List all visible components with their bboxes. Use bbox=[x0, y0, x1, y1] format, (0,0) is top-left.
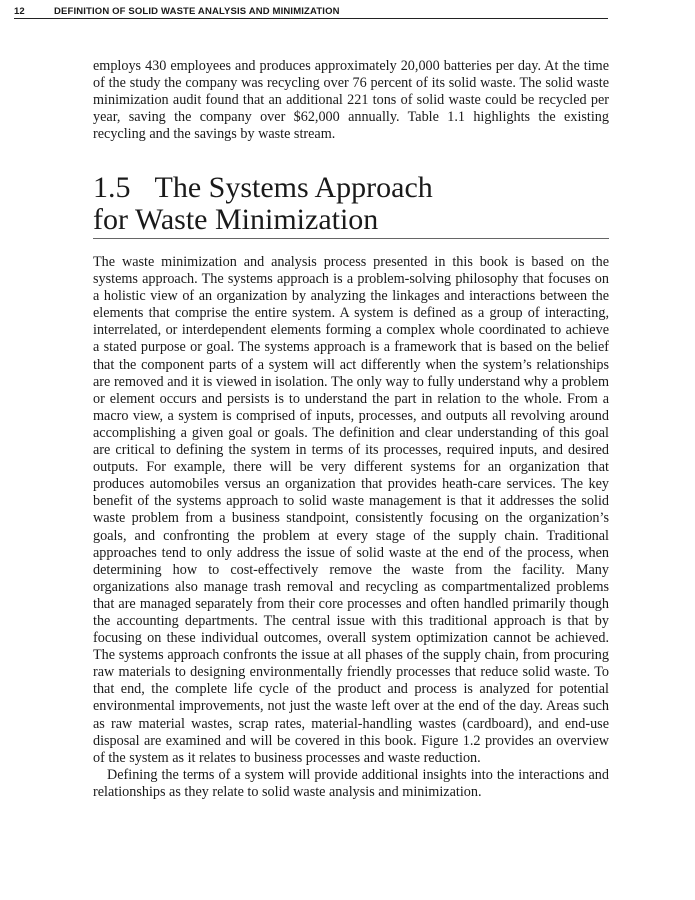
paragraph: employs 430 employees and produces approximately 20,000 batteries per day. At the time of the study the company was recycling over 76 percent of its solid waste. The solid waste minimization audit found that an additional 221 tons of solid waste could be recycled per year, saving the company over $62,000 annually. Table 1.1 highlights the existing recycling and the savings by waste stream. bbox=[93, 58, 609, 143]
running-title: DEFINITION OF SOLID WASTE ANALYSIS AND MINIMIZATION bbox=[54, 6, 340, 17]
intro-paragraph bbox=[93, 58, 609, 143]
section-title-line2: for Waste Minimization bbox=[93, 203, 379, 236]
section-title-line1: The Systems Approach bbox=[154, 171, 433, 204]
paragraph: Defining the terms of a system will provide additional insights into the interactions and relationships as they relate to solid waste analysis and minimization. bbox=[93, 766, 609, 800]
paragraph: The waste minimization and analysis process presented in this book is based on the systems approach. The systems approach is a problem-solving philosophy that focuses on a holistic view of an organization by analyzing the linkages and interactions between the elements that comprise the entire system. A system is defined as a group of interacting, interrelated, or interdependent elements forming a complex whole coordinated to achieve a stated purpose or goal. The systems approach is a framework that is based on the belief that the component parts of a system will act differently when the system’s relationships are removed and it is viewed in isolation. The only way to fully understand why a problem or element occurs and persists is to understand the part in relation to the whole. From a macro view, a system is comprised of inputs, processes, and outputs all revolving around accomplishing a given goal or goals. The definition and clear understanding of this goal are critical to defining the system in terms of its processes, required inputs, and desired outputs. For example, there will be very different systems for an organization that produces automobiles versus an organization that provides heath-care services. The key benefit of the systems approach to solid waste management is that it addresses the solid waste problem from a business standpoint, consistently focusing on the organization’s goals, and confronting the problem at every stage of the supply chain. Traditional approaches tend to only address the issue of solid waste at the end of the process, when determining how to cost-effectively remove the waste from the facility. Many organizations also manage trash removal and recycling as compartmentalized problems that are managed separately from their core processes and often handled primarily though the accounting departments. The central issue with this traditional approach is that by focusing on these individual outcomes, overall system optimization cannot be achieved. The systems approach confronts the issue at all phases of the supply chain, from procuring raw materials to designing environmentally friendly processes that reduce solid waste. To that end, the complete life cycle of the product and process is analyzed for potential environmental improvements, not just the waste left over at the end of the day. Areas such as raw material wastes, scrap rates, material-handling wastes (cardboard), and end-use disposal are examined and will be covered in this book. Figure 1.2 provides an overview of the system as it relates to business processes and waste reduction. bbox=[93, 254, 609, 766]
page-number: 12 bbox=[14, 6, 25, 17]
section-heading bbox=[93, 172, 609, 239]
section-number: 1.5 bbox=[93, 171, 131, 204]
running-header bbox=[14, 6, 608, 19]
section-body bbox=[93, 254, 609, 801]
